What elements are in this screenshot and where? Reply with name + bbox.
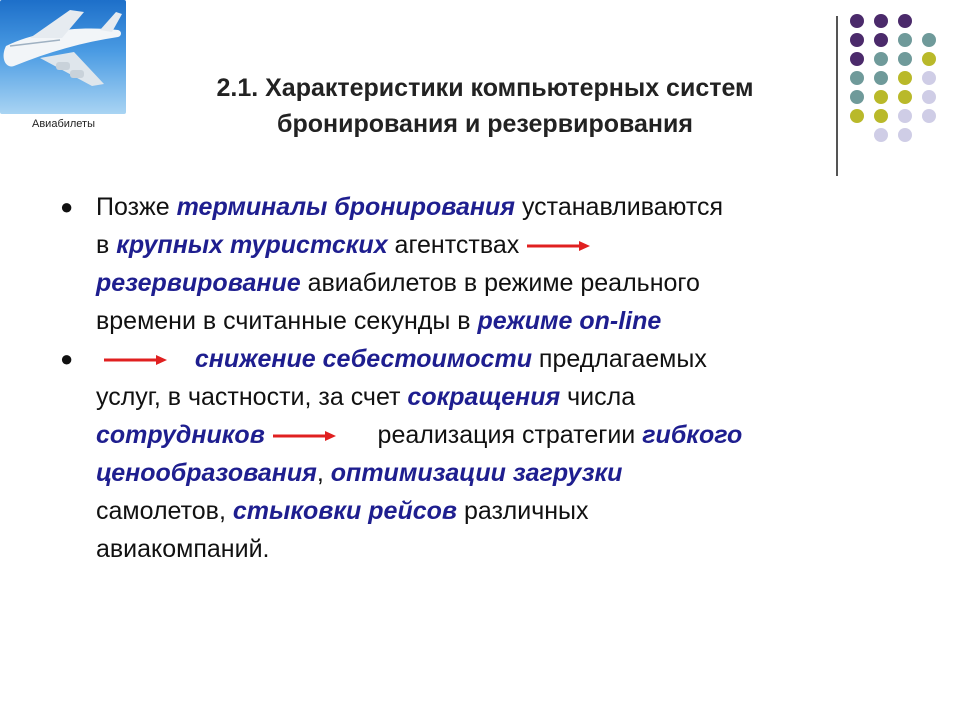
text-segment: времени в считанные секунды в bbox=[96, 307, 478, 335]
dot-purple bbox=[850, 33, 864, 47]
dot-teal bbox=[874, 71, 888, 85]
text-line bbox=[96, 530, 920, 568]
text-line bbox=[96, 454, 920, 492]
dot-lavender bbox=[922, 71, 936, 85]
dot-teal bbox=[850, 90, 864, 104]
emphasis-text: стыковки рейсов bbox=[232, 497, 457, 525]
text-line bbox=[96, 188, 920, 226]
emphasis-text: снижение себестоимости bbox=[194, 345, 532, 373]
text-segment: авиабилетов в режиме реального bbox=[300, 269, 700, 297]
text-line bbox=[96, 302, 920, 340]
text-segment: предлагаемых bbox=[531, 345, 707, 373]
dot-teal bbox=[898, 33, 912, 47]
title-line-2: бронирования и резервирования bbox=[277, 110, 693, 138]
emphasis-text: ценообразования bbox=[96, 459, 317, 487]
page-title bbox=[140, 70, 830, 142]
dot-lavender bbox=[922, 90, 936, 104]
dot-purple bbox=[898, 14, 912, 28]
dot-lavender bbox=[898, 128, 912, 142]
text-line bbox=[96, 226, 920, 264]
text-segment: авиакомпаний. bbox=[96, 535, 270, 563]
logo-caption: Авиабилеты bbox=[32, 118, 96, 130]
bullet-dot-icon: ● bbox=[60, 194, 74, 219]
dot-olive bbox=[850, 109, 864, 123]
dot-teal bbox=[898, 52, 912, 66]
text-segment: реализация стратегии bbox=[342, 421, 643, 449]
airplane-icon bbox=[0, 0, 126, 114]
text-segment: Позже bbox=[96, 193, 177, 221]
dot-lavender bbox=[874, 128, 888, 142]
dot-lavender bbox=[898, 109, 912, 123]
dot-olive bbox=[922, 52, 936, 66]
text-segment: различных bbox=[457, 497, 589, 525]
bullet-dot-icon: ● bbox=[60, 346, 74, 371]
dot-purple bbox=[874, 14, 888, 28]
dot-purple bbox=[850, 52, 864, 66]
text-segment: устанавливаются bbox=[515, 193, 724, 221]
right-arrow-icon bbox=[271, 430, 337, 442]
emphasis-text: оптимизации загрузки bbox=[330, 459, 623, 487]
text-segment: самолетов, bbox=[96, 497, 233, 525]
title-line-1: 2.1. Характеристики компьютерных систем bbox=[216, 74, 754, 102]
right-arrow-icon bbox=[102, 354, 168, 366]
text-line bbox=[96, 492, 920, 530]
dot-teal bbox=[874, 52, 888, 66]
text-line bbox=[96, 340, 920, 378]
text-segment bbox=[174, 345, 195, 373]
text-segment: услуг, в частности, за счет bbox=[96, 383, 408, 411]
emphasis-text: сокращения bbox=[407, 383, 561, 411]
text-segment: , bbox=[316, 459, 331, 487]
dot-lavender bbox=[922, 109, 936, 123]
dot-purple bbox=[850, 14, 864, 28]
emphasis-text: резервирование bbox=[96, 269, 301, 297]
dot-teal bbox=[922, 33, 936, 47]
dot-teal bbox=[850, 71, 864, 85]
text-segment: числа bbox=[560, 383, 636, 411]
text-line bbox=[96, 264, 920, 302]
text-segment: в bbox=[96, 231, 117, 259]
logo bbox=[0, 0, 128, 144]
dot-olive bbox=[874, 109, 888, 123]
text-line bbox=[96, 378, 920, 416]
dot-olive bbox=[898, 71, 912, 85]
text-line bbox=[96, 416, 920, 454]
emphasis-text: сотрудников bbox=[96, 421, 265, 449]
dot-grid bbox=[850, 14, 960, 154]
bullet-item bbox=[60, 340, 920, 568]
dot-purple bbox=[874, 33, 888, 47]
emphasis-text: режиме on-line bbox=[477, 307, 662, 335]
dot-olive bbox=[898, 90, 912, 104]
bullet-list bbox=[60, 188, 920, 568]
right-arrow-icon bbox=[525, 240, 591, 252]
dot-olive bbox=[874, 90, 888, 104]
emphasis-text: крупных туристских bbox=[116, 231, 388, 259]
emphasis-text: терминалы бронирования bbox=[176, 193, 516, 221]
bullet-item bbox=[60, 188, 920, 340]
emphasis-text: гибкого bbox=[642, 421, 743, 449]
vertical-divider bbox=[836, 16, 838, 176]
text-segment: агентствах bbox=[387, 231, 520, 259]
